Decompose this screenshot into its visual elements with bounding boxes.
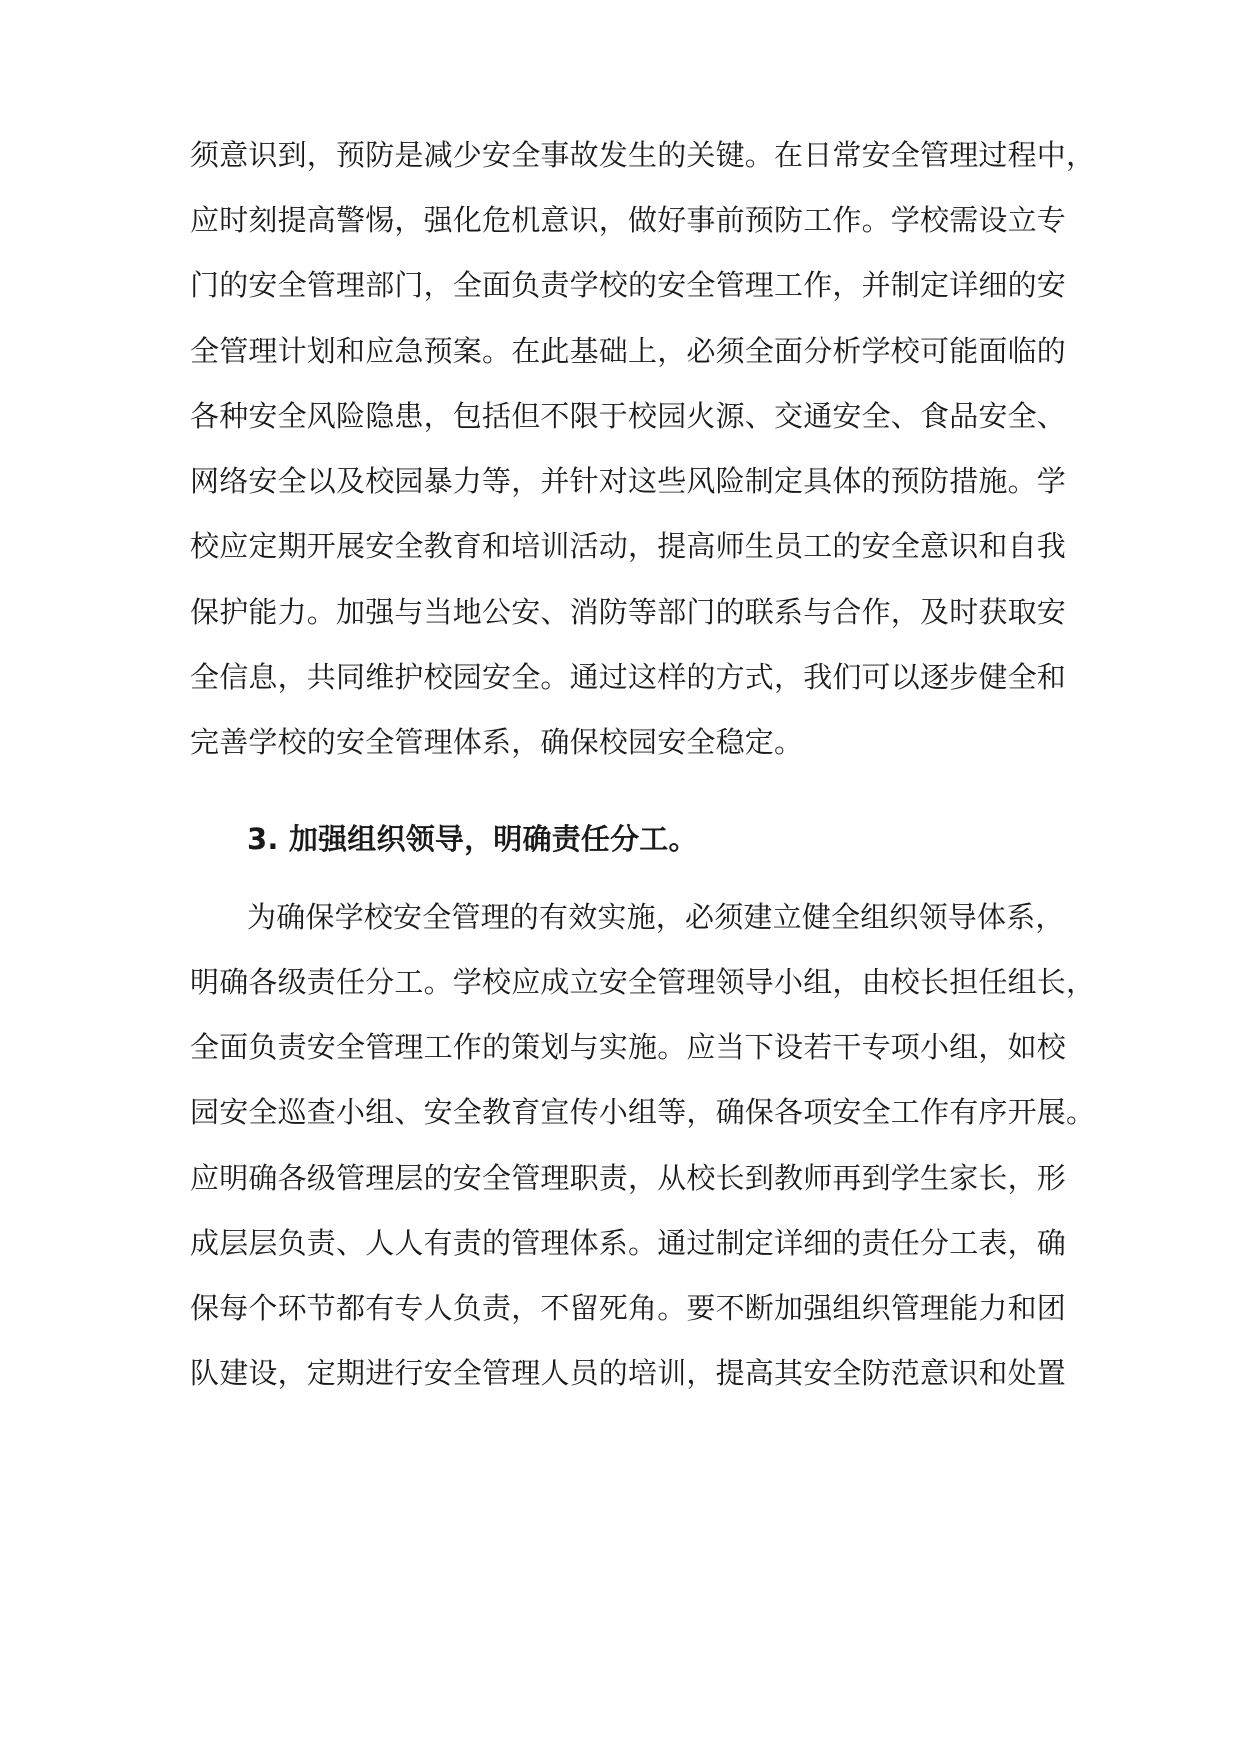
paragraph-line: 应时刻提高警惕，强化危机意识，做好事前预防工作。学校需设立专	[190, 203, 1067, 237]
paragraph-line: 成层层负责、人人有责的管理体系。通过制定详细的责任分工表，确	[190, 1226, 1067, 1260]
paragraph-line: 完善学校的安全管理体系，确保校园安全稳定。	[190, 725, 804, 759]
paragraph-line: 保每个环节都有专人负责，不留死角。要不断加强组织管理能力和团	[190, 1291, 1067, 1325]
paragraph-line: 全信息，共同维护校园安全。通过这样的方式，我们可以逐步健全和	[190, 660, 1067, 694]
paragraph-line: 各种安全风险隐患，包括但不限于校园火源、交通安全、食品安全、	[190, 399, 1067, 433]
paragraph-line: 须意识到，预防是减少安全事故发生的关键。在日常安全管理过程中，	[190, 138, 1096, 172]
paragraph-line: 明确各级责任分工。学校应成立安全管理领导小组，由校长担任组长，	[190, 965, 1096, 999]
paragraph-line: 网络安全以及校园暴力等，并针对这些风险制定具体的预防措施。学	[190, 464, 1067, 498]
paragraph-line: 园安全巡查小组、安全教育宣传小组等，确保各项安全工作有序开展。	[190, 1095, 1096, 1129]
paragraph-line: 保护能力。加强与当地公安、消防等部门的联系与合作，及时获取安	[190, 595, 1067, 629]
paragraph-line: 校应定期开展安全教育和培训活动，提高师生员工的安全意识和自我	[190, 529, 1067, 563]
paragraph-line: 全面负责安全管理工作的策划与实施。应当下设若干专项小组，如校	[190, 1030, 1067, 1064]
paragraph-line: 队建设，定期进行安全管理人员的培训，提高其安全防范意识和处置	[190, 1356, 1067, 1390]
section-heading: 3. 加强组织领导，明确责任分工。	[247, 822, 698, 856]
paragraph-line: 全管理计划和应急预案。在此基础上，必须全面分析学校可能面临的	[190, 334, 1067, 368]
paragraph-line: 应明确各级管理层的安全管理职责，从校长到教师再到学生家长，形	[190, 1161, 1067, 1195]
paragraph-line: 门的安全管理部门，全面负责学校的安全管理工作，并制定详细的安	[190, 268, 1067, 302]
paragraph-line: 为确保学校安全管理的有效实施，必须建立健全组织领导体系，	[247, 900, 1065, 934]
